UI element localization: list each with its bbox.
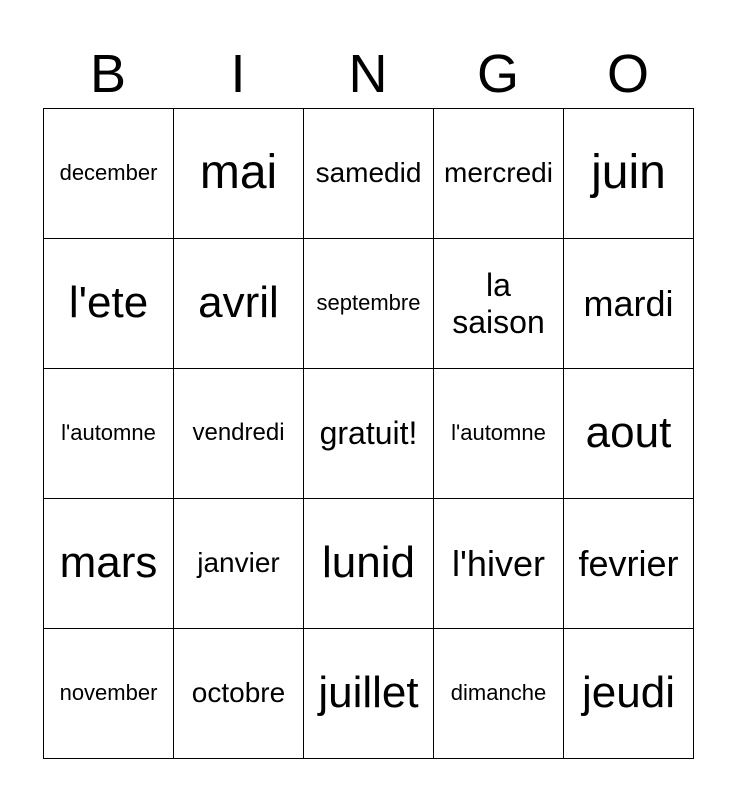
cell-text: fevrier — [578, 542, 679, 584]
header-letter-i: I — [230, 44, 246, 104]
bingo-cell[interactable] — [44, 109, 174, 239]
bingo-cell[interactable] — [44, 369, 174, 499]
cell-text: septembre — [316, 290, 421, 316]
bingo-cell[interactable] — [174, 369, 304, 499]
bingo-cell[interactable] — [564, 109, 694, 239]
header-letter-g: G — [476, 44, 519, 104]
bingo-cell[interactable] — [304, 629, 434, 759]
bingo-cell[interactable] — [174, 629, 304, 759]
cell-text: samedid — [315, 157, 422, 189]
cell-text: mars — [59, 538, 158, 588]
bingo-cell[interactable] — [304, 499, 434, 629]
bingo-cell[interactable] — [304, 239, 434, 369]
header-letter-o: O — [606, 44, 649, 104]
cell-text: l'hiver — [452, 542, 545, 584]
cell-text: juillet — [318, 668, 419, 718]
cell-text: gratuit! — [319, 415, 418, 452]
cell-text: janvier — [197, 547, 280, 579]
cell-text: juin — [591, 146, 666, 200]
bingo-cell[interactable] — [564, 499, 694, 629]
cell-text: dimanche — [450, 680, 547, 706]
cell-text: l'automne — [61, 420, 156, 446]
bingo-cell[interactable] — [174, 499, 304, 629]
bingo-cell[interactable] — [44, 629, 174, 759]
bingo-cell[interactable] — [434, 109, 564, 239]
cell-text: mai — [199, 146, 278, 200]
cell-text: december — [59, 160, 158, 186]
cell-text: l'ete — [68, 278, 149, 328]
bingo-cell[interactable] — [564, 369, 694, 499]
bingo-cell[interactable] — [174, 239, 304, 369]
bingo-cell[interactable] — [564, 629, 694, 759]
cell-text: jeudi — [582, 668, 675, 718]
cell-text: la saison — [452, 266, 545, 340]
cell-text: aout — [585, 408, 672, 458]
cell-text: vendredi — [192, 419, 285, 447]
cell-text: octobre — [191, 677, 286, 709]
bingo-cell[interactable] — [304, 109, 434, 239]
bingo-cell[interactable] — [434, 239, 564, 369]
bingo-cell[interactable] — [44, 239, 174, 369]
bingo-cell[interactable] — [434, 369, 564, 499]
bingo-cell[interactable] — [434, 629, 564, 759]
bingo-header — [43, 40, 693, 108]
cell-text: lunid — [322, 538, 415, 588]
bingo-cell[interactable] — [174, 109, 304, 239]
header-letter-n: N — [348, 44, 388, 104]
cell-text: november — [59, 680, 158, 706]
bingo-cell[interactable] — [564, 239, 694, 369]
header-letter-b: B — [89, 44, 127, 104]
cell-text: mardi — [583, 282, 674, 324]
cell-text: avril — [198, 278, 279, 328]
bingo-grid — [43, 108, 694, 759]
bingo-cell[interactable] — [44, 499, 174, 629]
bingo-cell[interactable] — [434, 499, 564, 629]
bingo-cell[interactable] — [304, 369, 434, 499]
cell-text: l'automne — [451, 420, 546, 446]
cell-text: mercredi — [444, 157, 553, 189]
